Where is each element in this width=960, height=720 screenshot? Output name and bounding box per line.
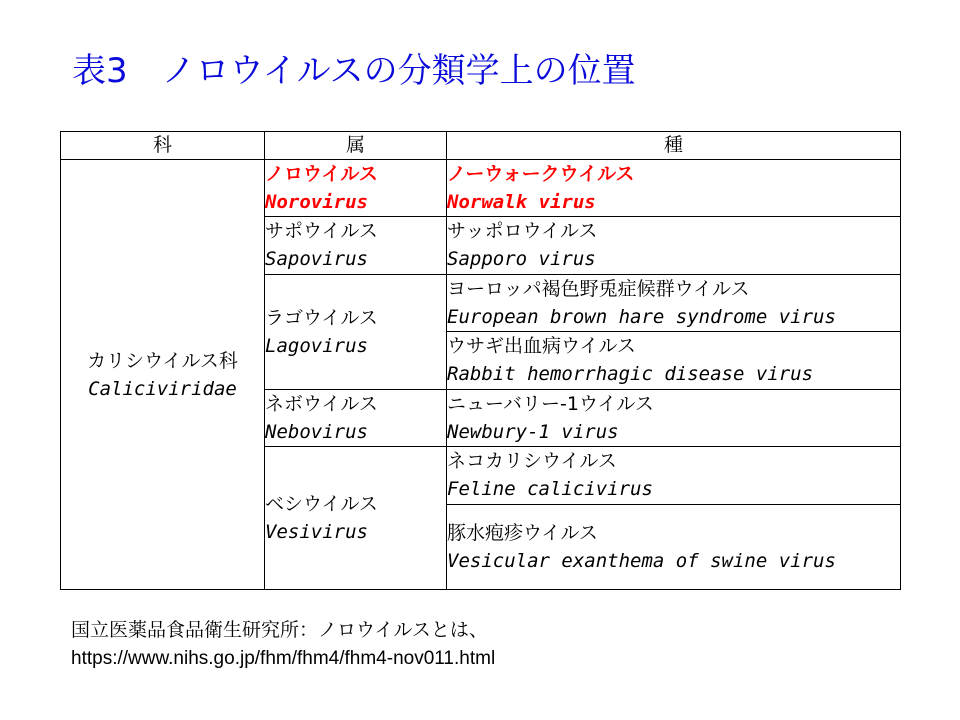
species-latin: European brown hare syndrome virus <box>447 305 836 328</box>
species-cell-rhd <box>447 331 901 389</box>
species-jp: ノーウォークウイルス <box>447 163 635 186</box>
species-jp: ニューバリー-1ウイルス <box>447 393 654 416</box>
species-latin: Vesicular exanthema of swine virus <box>447 549 836 572</box>
genus-jp: サポウイルス <box>265 220 378 243</box>
page-title: 表3 ノロウイルスの分類学上の位置 <box>72 51 636 91</box>
genus-latin: Vesivirus <box>265 521 368 544</box>
table-header-row <box>61 132 901 160</box>
genus-jp: ベシウイルス <box>265 493 378 516</box>
genus-jp: ノロウイルス <box>265 163 378 186</box>
species-jp: ヨーロッパ褐色野兎症候群ウイルス <box>447 277 750 300</box>
species-jp: ウサギ出血病ウイルス <box>447 335 636 358</box>
species-latin: Norwalk virus <box>447 191 596 214</box>
genus-cell-norovirus <box>265 160 447 217</box>
genus-jp: ネボウイルス <box>265 393 378 416</box>
source-citation <box>71 617 495 673</box>
species-cell-sapporo <box>447 217 901 274</box>
header-species: 種 <box>447 132 901 160</box>
family-jp: カリシウイルス科 <box>87 349 238 372</box>
species-cell-norwalk <box>447 160 901 217</box>
genus-latin: Sapovirus <box>265 248 368 271</box>
source-line-1: 国立医薬品食品衛生研究所：ノロウイルスとは、 <box>71 620 488 641</box>
species-latin: Rabbit hemorrhagic disease virus <box>447 363 814 386</box>
taxonomy-table <box>60 131 901 590</box>
genus-latin: Lagovirus <box>265 334 368 357</box>
species-latin: Feline calicivirus <box>447 478 653 501</box>
species-jp: サッポロウイルス <box>447 220 598 243</box>
family-latin: Caliciviridae <box>88 377 237 400</box>
header-genus: 属 <box>265 132 447 160</box>
source-url: https://www.nihs.go.jp/fhm/fhm4/fhm4-nov011.html <box>71 648 496 669</box>
header-family: 科 <box>61 132 265 160</box>
species-cell-vesicular <box>447 504 901 589</box>
family-cell <box>61 160 265 590</box>
table-row <box>61 160 901 217</box>
species-cell-feline <box>447 447 901 504</box>
genus-cell-vesivirus <box>265 447 447 590</box>
species-cell-newbury <box>447 390 901 447</box>
genus-latin: Norovirus <box>265 191 368 214</box>
genus-latin: Nebovirus <box>265 421 368 444</box>
species-latin: Newbury-1 virus <box>447 421 619 444</box>
genus-cell-sapovirus <box>265 217 447 274</box>
genus-cell-nebovirus <box>265 390 447 447</box>
genus-cell-lagovirus <box>265 274 447 390</box>
species-jp: 豚水疱疹ウイルス <box>447 521 598 544</box>
species-latin: Sapporo virus <box>447 248 596 271</box>
species-cell-ebhs <box>447 274 901 331</box>
species-jp: ネコカリシウイルス <box>447 450 617 473</box>
genus-jp: ラゴウイルス <box>265 306 378 329</box>
